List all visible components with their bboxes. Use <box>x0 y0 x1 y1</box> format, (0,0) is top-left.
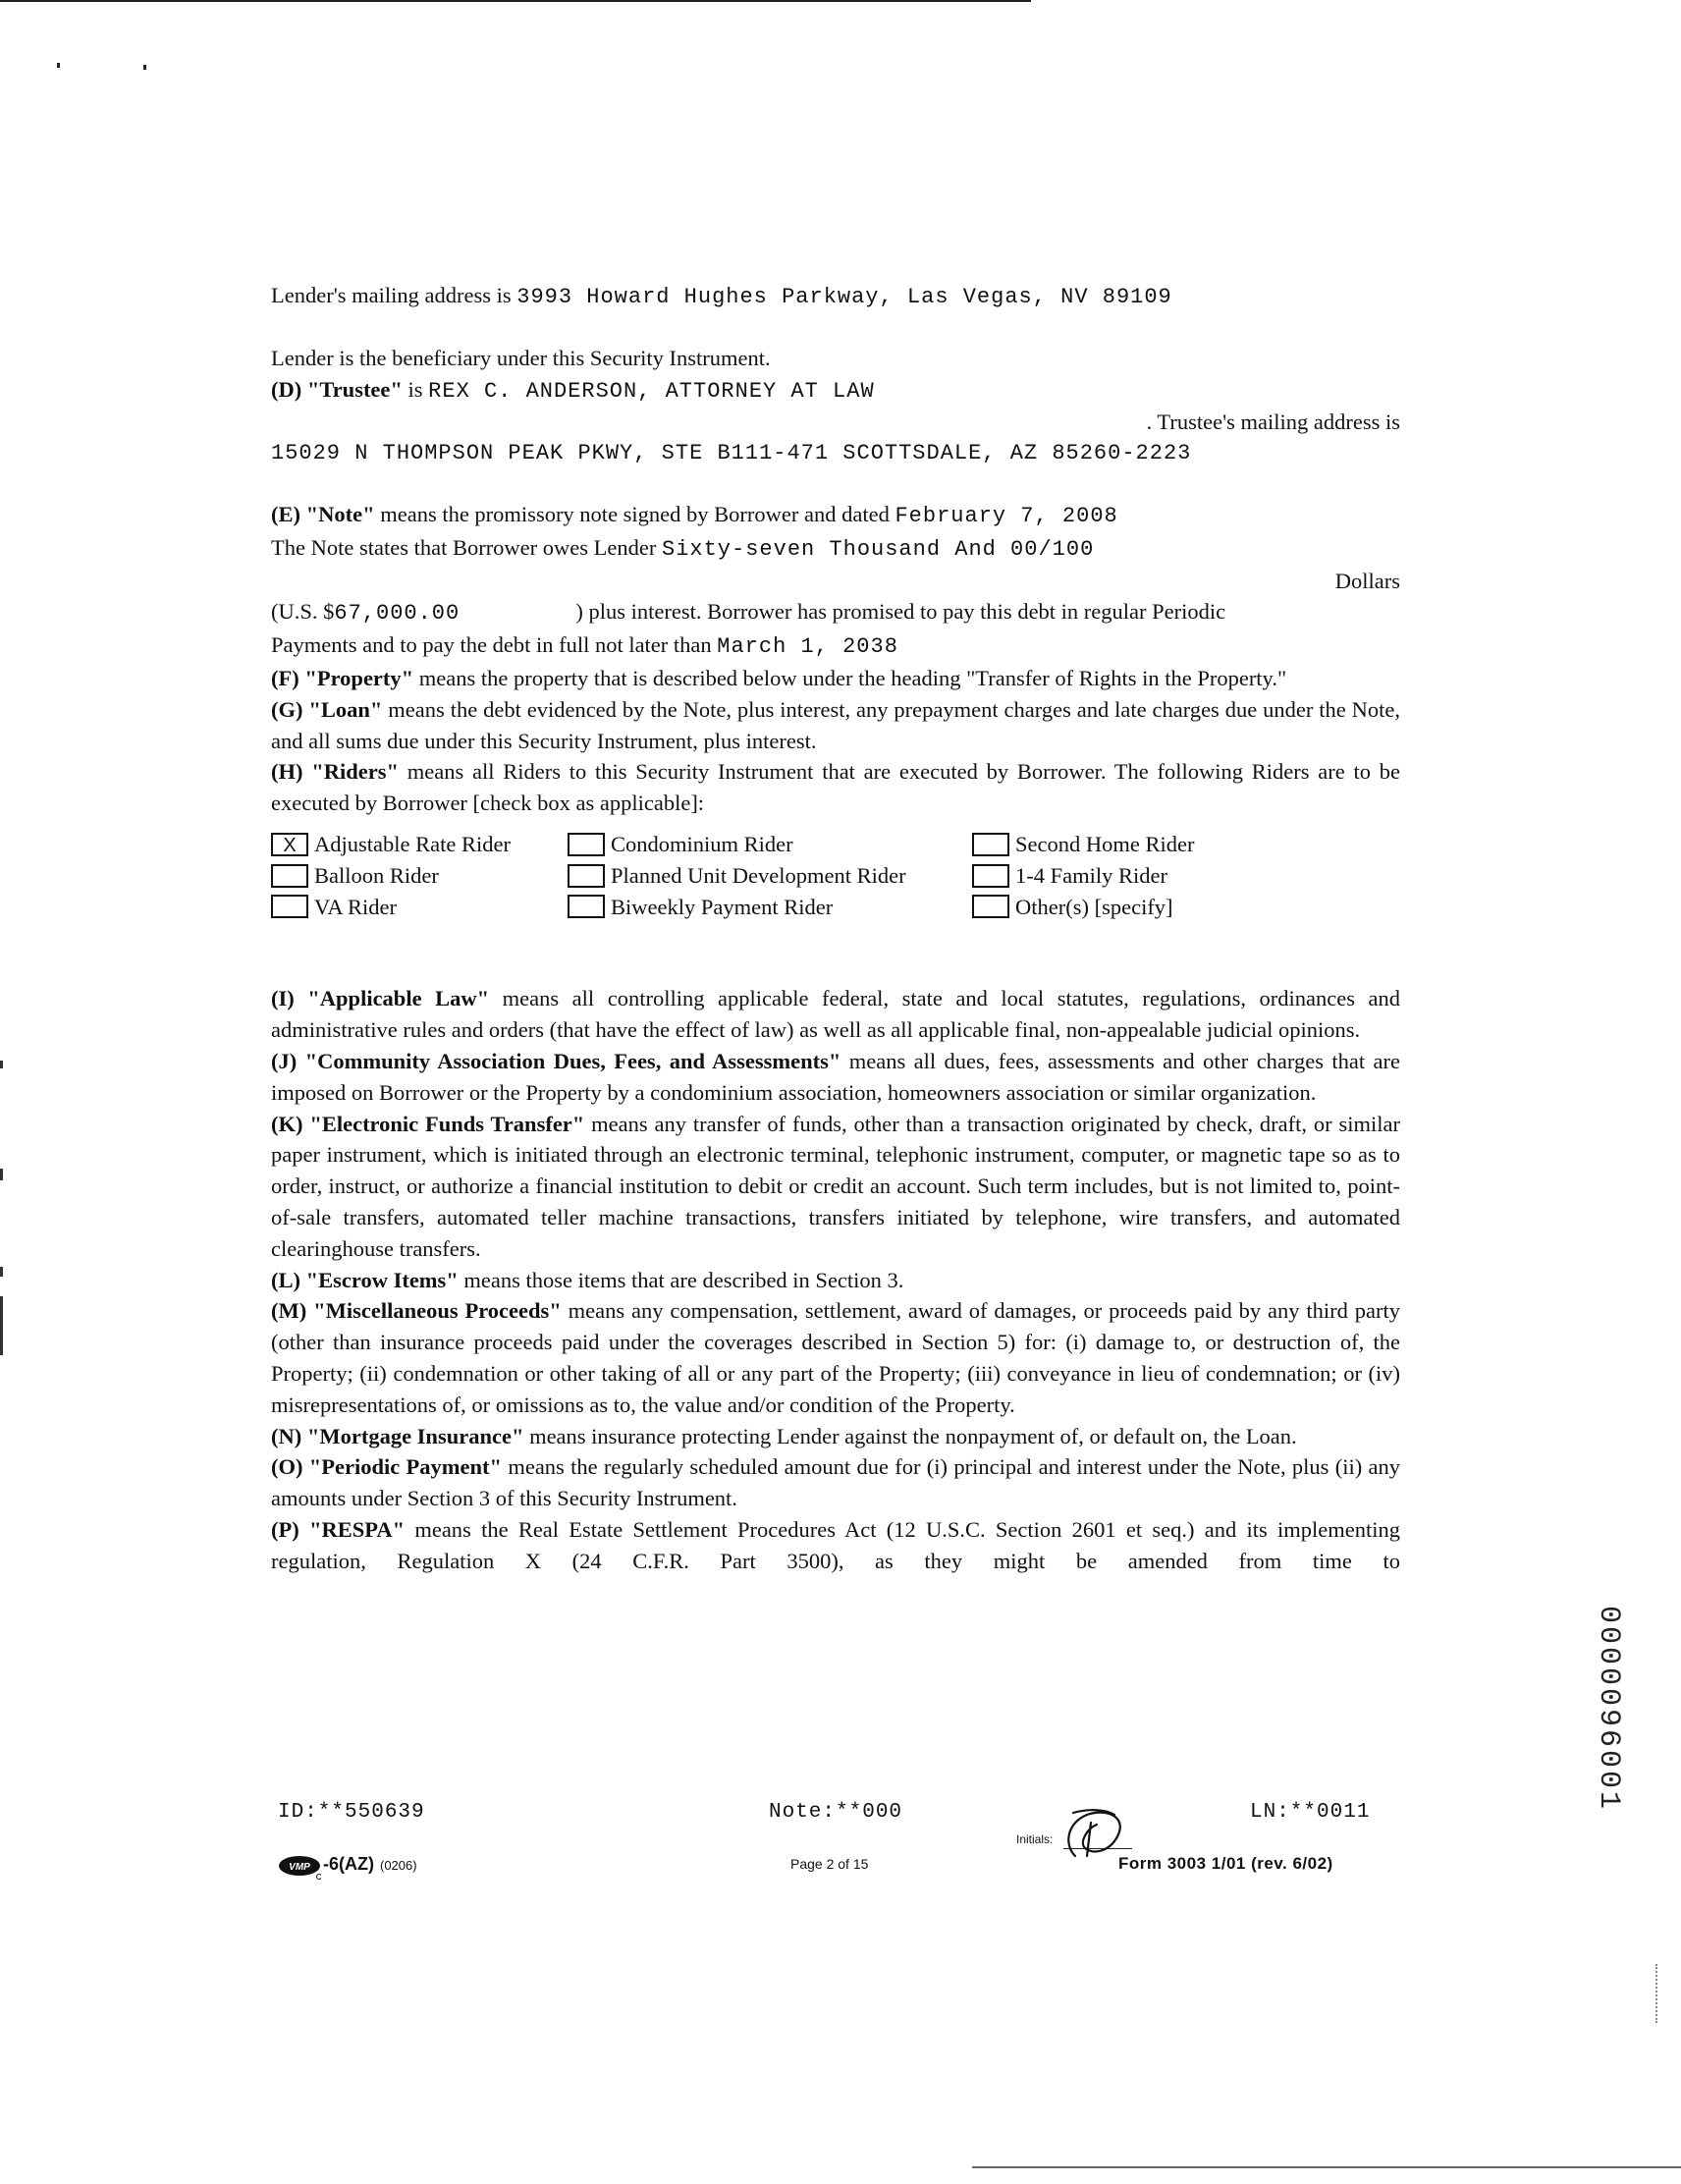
footer-note-number: Note:**000 <box>769 1801 903 1824</box>
footer-identifiers <box>278 1801 1397 1832</box>
rider-condominium[interactable]: Condominium Rider <box>568 829 972 860</box>
form-code: -6(AZ) (0206) <box>323 1854 417 1874</box>
trustee-address: 15029 N THOMPSON PEAK PKWY, STE B111-471 SCOTTSDALE, AZ 85260-2223 <box>271 441 1192 466</box>
rider-second-home[interactable]: Second Home Rider <box>972 829 1267 860</box>
scan-top-edge <box>0 0 1031 2</box>
rider-checkbox[interactable] <box>568 833 605 856</box>
rider-checkbox[interactable] <box>972 895 1009 918</box>
footer-id: ID:**550639 <box>278 1801 425 1824</box>
rider-checkbox[interactable] <box>972 864 1009 888</box>
footer-ln: LN:**0011 <box>1250 1801 1371 1824</box>
note-owes-line: The Note states that Borrower owes Lender Sixty-seven Thousand And 00/100 <box>271 534 1095 562</box>
rider-checkbox[interactable] <box>568 895 605 918</box>
rider-1-4-family[interactable]: 1-4 Family Rider <box>972 860 1267 892</box>
footer-form-line <box>278 1832 1407 1885</box>
lender-beneficiary: Lender is the beneficiary under this Security Instrument. <box>271 345 771 370</box>
definition-o: (O) "Periodic Payment" means the regularly scheduled amount due for (i) principal and interest under the Note, plus (ii) any amounts under Section 3 of this Security Instrument. <box>271 1454 1400 1511</box>
note-date: February 7, 2008 <box>895 503 1118 528</box>
form-reference: Form 3003 1/01 (rev. 6/02) <box>1118 1854 1333 1873</box>
definition-h: (H) "Riders" means all Riders to this Security Instrument that are executed by Borrower. The following Riders are to be executed by Borrower [check box as applicable]: <box>271 759 1400 816</box>
note-maturity-line: Payments and to pay the debt in full not later than March 1, 2038 <box>271 632 898 660</box>
definition-f: (F) "Property" means the property that is described below under the heading "Transfer of Rights in the Property." <box>271 665 1287 690</box>
document-body <box>271 280 1400 1576</box>
rider-checkbox[interactable]: X <box>271 833 308 856</box>
note-amount-line: (U.S. $67,000.00 ) plus interest. Borrower has promised to pay this debt in regular Periodic <box>271 596 1400 629</box>
lender-address-line: Lender's mailing address is 3993 Howard Hughes Parkway, Las Vegas, NV 89109 <box>271 283 1172 309</box>
rider-checkbox[interactable] <box>271 895 308 918</box>
rider-balloon[interactable]: Balloon Rider <box>271 860 568 892</box>
scan-edge-mark <box>0 1061 3 1068</box>
note-amount: 67,000.00 <box>334 601 461 627</box>
note-definition: (E) "Note" means the promissory note signed by Borrower and dated February 7, 2008 <box>271 501 1118 528</box>
page-number: Page 2 of 15 <box>790 1856 869 1872</box>
initials-label: Initials: <box>1016 1832 1054 1846</box>
rider-biweekly-payment[interactable]: Biweekly Payment Rider <box>568 892 972 923</box>
vmp-logo-icon <box>278 1854 321 1880</box>
trustee-name: REX C. ANDERSON, ATTORNEY AT LAW <box>428 378 875 404</box>
svg-text:VMP: VMP <box>289 1862 310 1873</box>
scan-speck <box>143 65 146 70</box>
definition-j: (J) "Community Association Dues, Fees, and Assessments" means all dues, fees, assessments and other charges that are imposed on Borrower or the Property by a condominium association, homeowners association or similar organization. <box>271 1048 1400 1105</box>
note-amount-words: Sixty-seven Thousand And 00/100 <box>662 536 1095 562</box>
rider-checkbox[interactable] <box>972 833 1009 856</box>
trustee-address-label: . Trustee's mailing address is <box>1146 410 1400 435</box>
scan-edge-mark <box>0 1296 3 1355</box>
definition-i: (I) "Applicable Law" means all controlling applicable federal, state and local statutes, regulations, ordinances and administrative rules and orders (that have the effect of law) as well as all applicable final, non-appealable judicial opinions. <box>271 986 1400 1043</box>
side-document-code: 0000096001 <box>1592 1605 1625 1813</box>
rider-adjustable-rate[interactable]: X Adjustable Rate Rider <box>271 829 568 860</box>
definition-k: (K) "Electronic Funds Transfer" means any transfer of funds, other than a transaction originated by check, draft, or similar paper instrument, which is initiated through an electronic terminal, telephonic instrument, computer, or magnetic tape so as to order, instruct, or authorize a financial institution to debit or credit an account. Such term includes, but is not limited to, point-of-sale transfers, automated teller machine transactions, transfers initiated by telephone, wire transfers, and automated clearinghouse transfers. <box>271 1111 1400 1261</box>
trustee-definition: (D) "Trustee" is REX C. ANDERSON, ATTORNEY AT LAW <box>271 376 875 404</box>
riders-checklist <box>271 829 1400 922</box>
rider-checkbox[interactable] <box>271 864 308 888</box>
scan-edge-dots <box>1655 1964 1659 2023</box>
definition-m: (M) "Miscellaneous Proceeds" means any compensation, settlement, award of damages, or proceeds paid by any third party (other than insurance proceeds paid under the coverages described in Section 5) for: (i) damage to, or destruction of, the Property; (ii) condemnation or other taking of all or any part of the Property; (iii) conveyance in lieu of condemnation; or (iv) misrepresentations of, or omissions as to, the value and/or condition of the Property. <box>271 1298 1400 1417</box>
scan-edge-mark <box>0 1169 3 1180</box>
definition-p: (P) "RESPA" means the Real Estate Settlement Procedures Act (12 U.S.C. Section 2601 et seq.) and its implementing regulation, Regulation X (24 C.F.R. Part 3500), as they might be amended from time to <box>271 1516 1400 1573</box>
scan-bottom-edge <box>972 2166 1681 2168</box>
rider-checkbox[interactable] <box>568 864 605 888</box>
definition-l: (L) "Escrow Items" means those items that are described in Section 3. <box>271 1267 904 1292</box>
lender-address-value: 3993 Howard Hughes Parkway, Las Vegas, NV 89109 <box>516 285 1172 309</box>
note-maturity-date: March 1, 2038 <box>717 634 898 660</box>
rider-va[interactable]: VA Rider <box>271 892 568 923</box>
rider-planned-unit-development[interactable]: Planned Unit Development Rider <box>568 860 972 892</box>
rider-others[interactable]: Other(s) [specify] <box>972 892 1267 923</box>
scan-speck <box>57 63 60 68</box>
definition-n: (N) "Mortgage Insurance" means insurance protecting Lender against the nonpayment of, or default on, the Loan. <box>271 1423 1297 1448</box>
definition-g: (G) "Loan" means the debt evidenced by the Note, plus interest, any prepayment charges and late charges due under the Note, and all sums due under this Security Instrument, plus interest. <box>271 696 1400 753</box>
scan-edge-mark <box>0 1267 3 1277</box>
note-dollars: Dollars <box>1334 568 1400 593</box>
